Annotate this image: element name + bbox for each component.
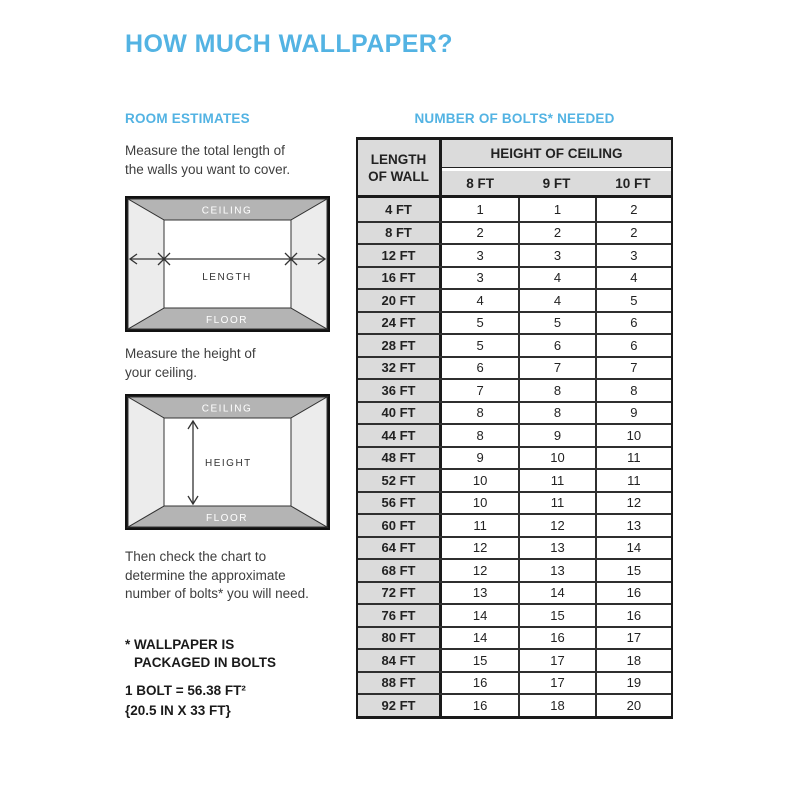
- bolts-10ft-cell: 6: [595, 313, 671, 334]
- instruction-measure-height: Measure the height of your ceiling.: [125, 346, 256, 380]
- floor-label: FLOOR: [206, 315, 248, 326]
- table-row: [358, 468, 671, 491]
- bolts-needed-heading: NUMBER OF BOLTS* NEEDED: [414, 111, 615, 126]
- wall-length-cell: 4 FT: [358, 198, 442, 221]
- bolts-8ft-cell: 14: [442, 628, 518, 649]
- bolts-8ft-cell: 5: [442, 335, 518, 356]
- wall-length-cell: 56 FT: [358, 493, 442, 514]
- table-row: [358, 243, 671, 266]
- bolts-8ft-cell: 1: [442, 198, 518, 221]
- wall-length-cell: 12 FT: [358, 245, 442, 266]
- table-body: [356, 195, 673, 719]
- table-row: [358, 671, 671, 694]
- bolts-table: [356, 137, 673, 719]
- bolt-size-info: 1 BOLT = 56.38 FT² {20.5 IN X 33 FT}: [125, 683, 246, 718]
- bolts-10ft-cell: 20: [595, 695, 671, 716]
- bolts-10ft-cell: 15: [595, 560, 671, 581]
- bolts-8ft-cell: 3: [442, 245, 518, 266]
- bolts-9ft-cell: 11: [518, 470, 594, 491]
- bolts-9ft-cell: 8: [518, 380, 594, 401]
- ceiling-height-subheaders: [442, 171, 671, 195]
- bolts-10ft-cell: 11: [595, 470, 671, 491]
- wall-length-cell: 48 FT: [358, 448, 442, 469]
- bolts-9ft-cell: 13: [518, 538, 594, 559]
- height-measure-label: HEIGHT: [205, 458, 252, 469]
- bolts-9ft-cell: 18: [518, 695, 594, 716]
- wall-length-cell: 44 FT: [358, 425, 442, 446]
- bolts-8ft-cell: 12: [442, 560, 518, 581]
- bolts-10ft-cell: 2: [595, 223, 671, 244]
- bolts-10ft-cell: 3: [595, 245, 671, 266]
- bolts-9ft-cell: 7: [518, 358, 594, 379]
- bolts-9ft-cell: 14: [518, 583, 594, 604]
- bolts-9ft-cell: 5: [518, 313, 594, 334]
- ceiling-height-column-header: 10 FT: [615, 175, 651, 191]
- table-row: [358, 356, 671, 379]
- bolts-9ft-cell: 11: [518, 493, 594, 514]
- wall-length-cell: 36 FT: [358, 380, 442, 401]
- floor-label: FLOOR: [206, 513, 248, 524]
- table-row: [358, 288, 671, 311]
- wall-length-cell: 16 FT: [358, 268, 442, 289]
- table-header: [356, 137, 673, 195]
- table-row: [358, 603, 671, 626]
- length-of-wall-header: LENGTH OF WALL: [358, 140, 442, 195]
- bolts-8ft-cell: 11: [442, 515, 518, 536]
- bolts-10ft-cell: 10: [595, 425, 671, 446]
- bolts-10ft-cell: 19: [595, 673, 671, 694]
- bolts-10ft-cell: 13: [595, 515, 671, 536]
- wall-length-cell: 80 FT: [358, 628, 442, 649]
- bolts-9ft-cell: 15: [518, 605, 594, 626]
- room-length-diagram-svg: [125, 196, 330, 332]
- bolts-9ft-cell: 17: [518, 673, 594, 694]
- wall-length-cell: 84 FT: [358, 650, 442, 671]
- bolts-8ft-cell: 6: [442, 358, 518, 379]
- bolts-8ft-cell: 3: [442, 268, 518, 289]
- instruction-check-chart: Then check the chart to determine the approximate number of bolts* you will need.: [125, 549, 309, 601]
- bolts-10ft-cell: 4: [595, 268, 671, 289]
- bolts-8ft-cell: 13: [442, 583, 518, 604]
- bolts-8ft-cell: 10: [442, 470, 518, 491]
- wall-length-cell: 52 FT: [358, 470, 442, 491]
- bolts-8ft-cell: 7: [442, 380, 518, 401]
- wall-length-cell: 60 FT: [358, 515, 442, 536]
- bolts-10ft-cell: 17: [595, 628, 671, 649]
- bolts-10ft-cell: 6: [595, 335, 671, 356]
- room-length-diagram: [125, 196, 330, 332]
- bolts-9ft-cell: 8: [518, 403, 594, 424]
- table-row: [358, 311, 671, 334]
- wall-length-cell: 8 FT: [358, 223, 442, 244]
- table-row: [358, 513, 671, 536]
- ceiling-height-column-header: 9 FT: [542, 175, 571, 191]
- wall-length-cell: 28 FT: [358, 335, 442, 356]
- bolts-8ft-cell: 16: [442, 695, 518, 716]
- wall-length-cell: 40 FT: [358, 403, 442, 424]
- table-row: [358, 648, 671, 671]
- bolts-9ft-cell: 10: [518, 448, 594, 469]
- table-row: [358, 198, 671, 221]
- bolts-9ft-cell: 16: [518, 628, 594, 649]
- table-row: [358, 581, 671, 604]
- instruction-measure-length: Measure the total length of the walls you want to cover.: [125, 143, 291, 177]
- bolts-9ft-cell: 17: [518, 650, 594, 671]
- page-title: HOW MUCH WALLPAPER?: [125, 30, 453, 58]
- right-wall: [291, 397, 327, 527]
- table-row: [358, 221, 671, 244]
- table-row: [358, 626, 671, 649]
- bolts-8ft-cell: 14: [442, 605, 518, 626]
- bolts-10ft-cell: 7: [595, 358, 671, 379]
- bolts-9ft-cell: 2: [518, 223, 594, 244]
- room-height-diagram-svg: [125, 394, 330, 530]
- room-estimates-heading: ROOM ESTIMATES: [125, 111, 250, 126]
- bolts-10ft-cell: 18: [595, 650, 671, 671]
- wall-length-cell: 64 FT: [358, 538, 442, 559]
- bolts-9ft-cell: 9: [518, 425, 594, 446]
- table-row: [358, 333, 671, 356]
- bolts-10ft-cell: 16: [595, 605, 671, 626]
- bolts-8ft-cell: 12: [442, 538, 518, 559]
- bolts-9ft-cell: 1: [518, 198, 594, 221]
- left-wall: [128, 397, 164, 527]
- length-measure-label: LENGTH: [202, 272, 252, 283]
- table-row: [358, 446, 671, 469]
- bolts-9ft-cell: 12: [518, 515, 594, 536]
- bolts-10ft-cell: 5: [595, 290, 671, 311]
- bolts-9ft-cell: 4: [518, 268, 594, 289]
- table-row: [358, 536, 671, 559]
- bolts-8ft-cell: 8: [442, 425, 518, 446]
- wall-length-cell: 76 FT: [358, 605, 442, 626]
- ceiling-label: CEILING: [201, 403, 253, 415]
- bolts-8ft-cell: 5: [442, 313, 518, 334]
- bolts-9ft-cell: 4: [518, 290, 594, 311]
- ceiling-height-column-header: 8 FT: [466, 175, 495, 191]
- bolts-9ft-cell: 6: [518, 335, 594, 356]
- wall-length-cell: 24 FT: [358, 313, 442, 334]
- bolts-10ft-cell: 9: [595, 403, 671, 424]
- table-row: [358, 266, 671, 289]
- bolts-8ft-cell: 16: [442, 673, 518, 694]
- bolts-8ft-cell: 4: [442, 290, 518, 311]
- wall-length-cell: 92 FT: [358, 695, 442, 716]
- table-row: [358, 378, 671, 401]
- bolts-8ft-cell: 8: [442, 403, 518, 424]
- table-row: [358, 491, 671, 514]
- wall-length-cell: 68 FT: [358, 560, 442, 581]
- bolts-10ft-cell: 11: [595, 448, 671, 469]
- wall-length-cell: 20 FT: [358, 290, 442, 311]
- back-wall: [164, 220, 291, 308]
- height-of-ceiling-header: HEIGHT OF CEILING: [442, 140, 671, 168]
- wall-length-cell: 72 FT: [358, 583, 442, 604]
- bolts-8ft-cell: 15: [442, 650, 518, 671]
- table-row: [358, 423, 671, 446]
- table-row: [358, 401, 671, 424]
- bolts-9ft-cell: 13: [518, 560, 594, 581]
- bolts-8ft-cell: 9: [442, 448, 518, 469]
- wall-length-cell: 88 FT: [358, 673, 442, 694]
- bolts-8ft-cell: 2: [442, 223, 518, 244]
- table-row: [358, 558, 671, 581]
- bolts-8ft-cell: 10: [442, 493, 518, 514]
- bolts-10ft-cell: 16: [595, 583, 671, 604]
- room-height-diagram: [125, 394, 330, 530]
- bolts-9ft-cell: 3: [518, 245, 594, 266]
- bolts-10ft-cell: 8: [595, 380, 671, 401]
- bolts-10ft-cell: 2: [595, 198, 671, 221]
- table-row: [358, 693, 671, 716]
- wall-length-cell: 32 FT: [358, 358, 442, 379]
- bolts-10ft-cell: 14: [595, 538, 671, 559]
- wallpaper-bolts-footnote: * WALLPAPER IS PACKAGED IN BOLTS: [125, 637, 277, 670]
- ceiling-label: CEILING: [201, 205, 253, 217]
- bolts-10ft-cell: 12: [595, 493, 671, 514]
